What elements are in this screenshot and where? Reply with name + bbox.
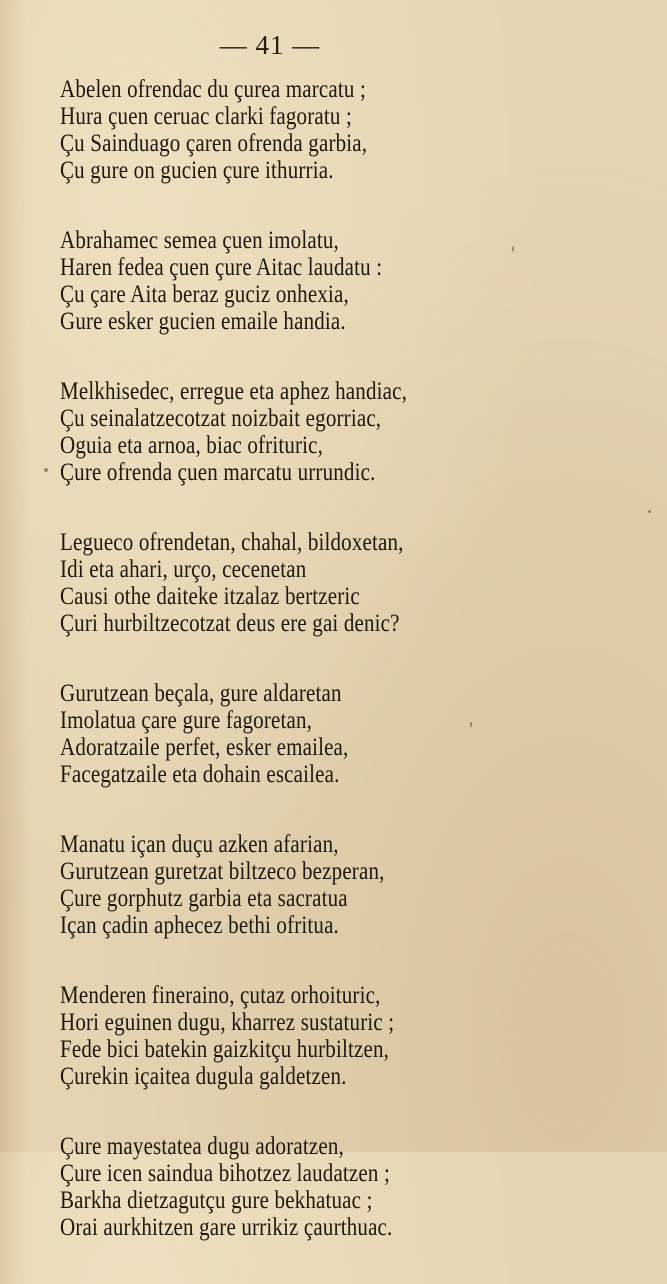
verse-line: Adoratzaile perfet, esker emailea, xyxy=(60,734,349,761)
stanza-1 xyxy=(60,76,620,184)
verse-line: Çu gure on gucien çure ithurria. xyxy=(60,157,334,184)
stanza-8 xyxy=(60,1133,620,1241)
verse-line: Menderen fineraino, çutaz orhoituric, xyxy=(60,982,381,1009)
verse-line: Gurutzean guretzat biltzeco bezperan, xyxy=(60,858,385,885)
stanza-7 xyxy=(60,982,620,1090)
verse-line: Gurutzean beçala, gure aldaretan xyxy=(60,680,342,707)
paper-speck xyxy=(470,722,472,727)
stanza-2 xyxy=(60,227,620,335)
verse-line: Gure esker gucien emaile handia. xyxy=(60,308,346,335)
paper-speck xyxy=(44,468,48,472)
stanza-4 xyxy=(60,529,620,637)
verse-line: Melkhisedec, erregue eta aphez handiac, xyxy=(60,378,408,405)
verse-line: Manatu içan duçu azken afarian, xyxy=(60,831,339,858)
verse-line: Facegatzaile eta dohain escailea. xyxy=(60,761,340,788)
verse-line: Içan çadin aphecez bethi ofritua. xyxy=(60,912,339,939)
verse-line: Hori eguinen dugu, kharrez sustaturic ; xyxy=(60,1009,395,1036)
stanza-5 xyxy=(60,680,620,788)
verse-line: Legueco ofrendetan, chahal, bildoxetan, xyxy=(60,529,404,556)
verse-line: Çuri hurbiltzecotzat deus ere gai denic? xyxy=(60,610,400,637)
verse-line: Çure mayestatea dugu adoratzen, xyxy=(60,1133,344,1160)
verse-line: Oguia eta arnoa, biac ofrituric, xyxy=(60,432,324,459)
paper-speck xyxy=(648,510,651,513)
verse-line: Idi eta ahari, urço, cecenetan xyxy=(60,556,307,583)
verse-line: Çurekin içaitea dugula galdetzen. xyxy=(60,1063,347,1090)
verse-line: Orai aurkhitzen gare urrikiz çaurthuac. xyxy=(60,1214,393,1241)
verse-line: Çu çare Aita beraz guciz onhexia, xyxy=(60,281,349,308)
verse-line: Çure gorphutz garbia eta sacratua xyxy=(60,885,348,912)
stanza-6 xyxy=(60,831,620,939)
stanza-3 xyxy=(60,378,620,486)
verse-line: Çu Sainduago çaren ofrenda garbia, xyxy=(60,130,368,157)
paper-speck xyxy=(512,246,514,252)
verse-line: Çure icen saindua bihotzez laudatzen ; xyxy=(60,1160,391,1187)
verse-line: Çu seinalatzecotzat noizbait egorriac, xyxy=(60,405,382,432)
poem-body xyxy=(60,76,620,1284)
verse-line: Imolatua çare gure fagoretan, xyxy=(60,707,313,734)
verse-line: Hura çuen ceruac clarki fagoratu ; xyxy=(60,103,352,130)
verse-line: Abelen ofrendac du çurea marcatu ; xyxy=(60,76,366,103)
page-number: — 41 — xyxy=(219,30,321,60)
verse-line: Abrahamec semea çuen imolatu, xyxy=(60,227,339,254)
verse-line: Çure ofrenda çuen marcatu urrundic. xyxy=(60,459,376,486)
verse-line: Haren fedea çuen çure Aitac laudatu : xyxy=(60,254,383,281)
verse-line: Fede bici batekin gaizkitçu hurbiltzen, xyxy=(60,1036,390,1063)
verse-line: Barkha dietzagutçu gure bekhatuac ; xyxy=(60,1187,373,1214)
verse-line: Causi othe daiteke itzalaz bertzeric xyxy=(60,583,360,610)
